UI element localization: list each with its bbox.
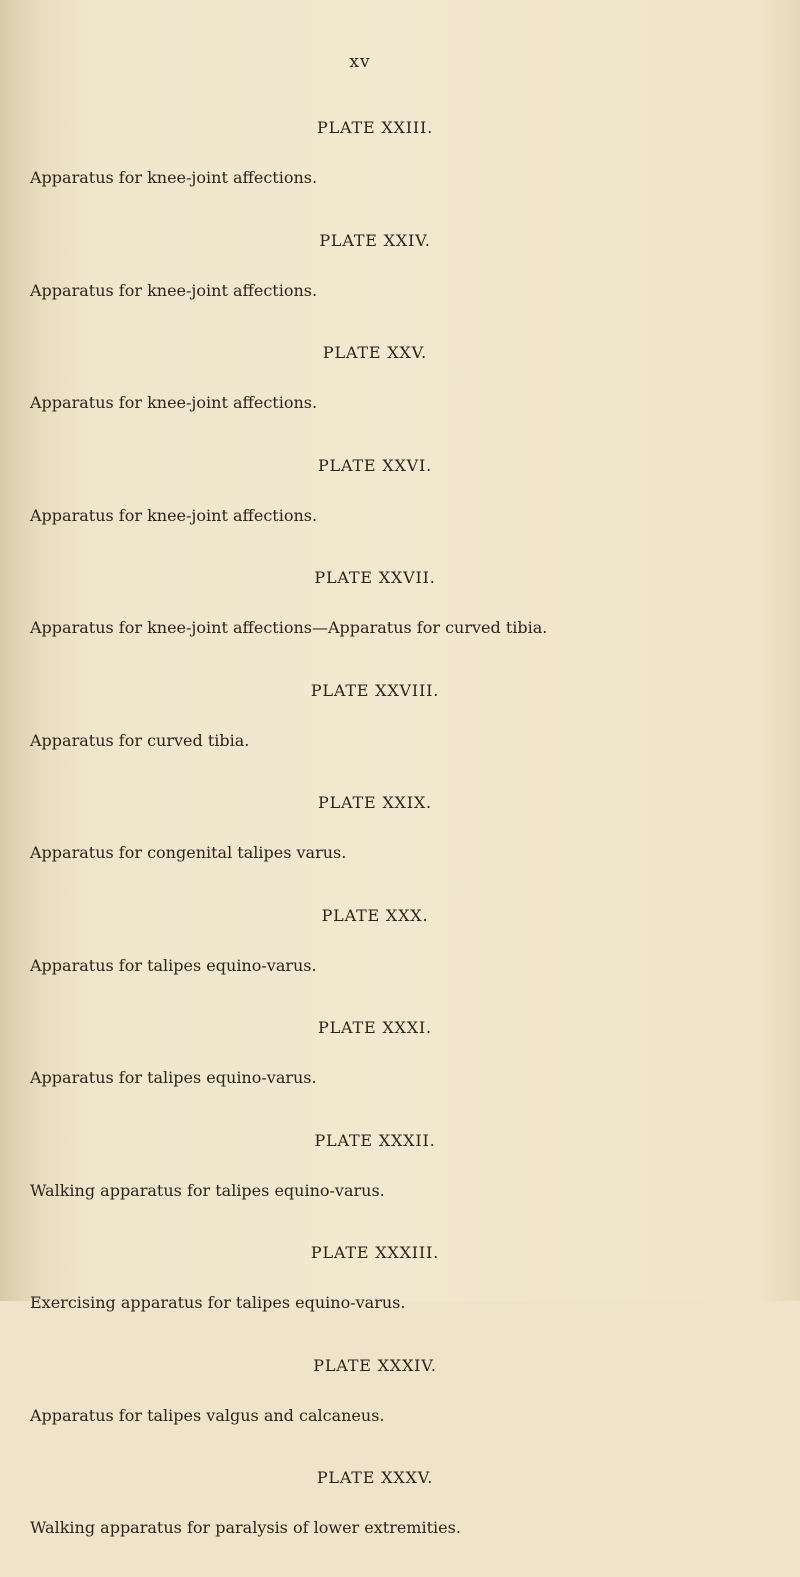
plate-entry bbox=[30, 677, 770, 790]
plate-description: Apparatus for knee-joint affections. bbox=[30, 280, 318, 300]
page-number: xv bbox=[349, 52, 371, 72]
plate-heading: PLATE XXV. bbox=[322, 343, 428, 362]
plate-description: Apparatus for knee-joint affections—Apparatus for curved tibia. bbox=[30, 618, 548, 637]
plate-heading: PLATE XXIX. bbox=[318, 793, 432, 812]
plate-entry bbox=[30, 452, 770, 565]
plate-entry bbox=[30, 1127, 770, 1240]
plate-description: Apparatus for talipes equino-varus. bbox=[30, 955, 317, 975]
plate-heading: PLATE XXXIII. bbox=[310, 1243, 440, 1262]
plate-description: Exercising apparatus for talipes equino-varus. bbox=[30, 1293, 406, 1312]
plate-entry bbox=[30, 227, 770, 340]
plate-heading: PLATE XXXIV. bbox=[313, 1355, 437, 1375]
plate-list bbox=[30, 114, 770, 1577]
plate-entry bbox=[30, 114, 770, 227]
plate-heading: PLATE XXVII. bbox=[314, 568, 436, 587]
plate-heading: PLATE XXX. bbox=[321, 905, 429, 925]
plate-entry bbox=[30, 339, 770, 452]
plate-description: Apparatus for congenital talipes varus. bbox=[30, 843, 347, 862]
plate-entry bbox=[30, 564, 770, 677]
plate-heading: PLATE XXVI. bbox=[317, 455, 433, 475]
plate-description: Apparatus for talipes equino-varus. bbox=[30, 1068, 317, 1087]
plate-description: Walking apparatus for talipes equino-varus. bbox=[30, 1180, 385, 1200]
plate-entry bbox=[30, 1464, 770, 1577]
plate-entry bbox=[30, 902, 770, 1015]
plate-description: Walking apparatus for paralysis of lower extremities. bbox=[30, 1518, 461, 1537]
plate-entry bbox=[30, 1352, 770, 1465]
plate-entry bbox=[30, 1014, 770, 1127]
plate-entry bbox=[30, 789, 770, 902]
plate-heading: PLATE XXIII. bbox=[317, 118, 433, 137]
plate-heading: PLATE XXVIII. bbox=[310, 680, 440, 700]
plate-heading: PLATE XXIV. bbox=[319, 230, 431, 250]
plate-description: Apparatus for knee-joint affections. bbox=[30, 505, 318, 525]
plate-description: Apparatus for talipes valgus and calcaneus. bbox=[30, 1405, 385, 1425]
plate-heading: PLATE XXXII. bbox=[314, 1130, 436, 1150]
plate-entry bbox=[30, 1239, 770, 1352]
plate-description: Apparatus for curved tibia. bbox=[30, 730, 250, 750]
plate-description: Apparatus for knee-joint affections. bbox=[30, 168, 318, 187]
plate-heading: PLATE XXXI. bbox=[318, 1018, 432, 1037]
plate-heading: PLATE XXXV. bbox=[316, 1468, 434, 1487]
plate-description: Apparatus for knee-joint affections. bbox=[30, 393, 318, 412]
